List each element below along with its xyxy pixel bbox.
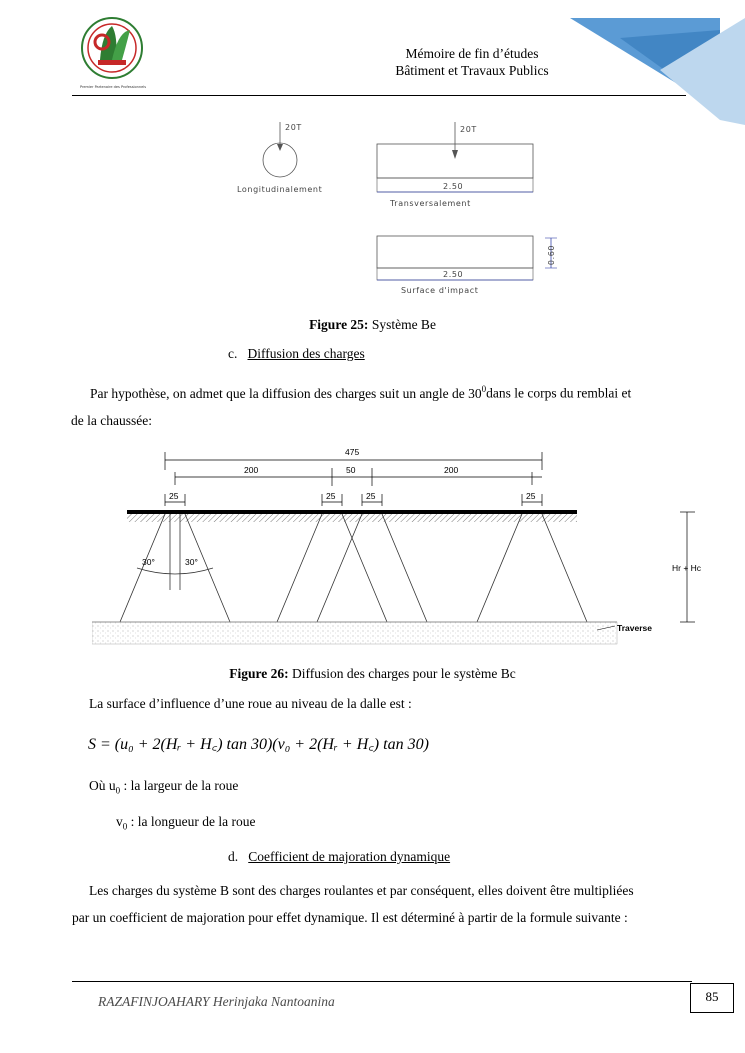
paragraph-dynamic-coefficient bbox=[72, 877, 692, 931]
dim-span-right: 200 bbox=[444, 465, 459, 475]
institution-logo bbox=[72, 12, 154, 92]
paragraph-diffusion bbox=[72, 376, 692, 434]
footer-rule bbox=[72, 981, 692, 982]
definition-v0-sub: 0 bbox=[122, 821, 128, 832]
definition-u0-prefix: Où u bbox=[89, 778, 116, 793]
figure-26-load-diffusion bbox=[92, 440, 722, 655]
section-d-letter: d. bbox=[228, 849, 239, 864]
page-number: 85 bbox=[690, 983, 734, 1013]
angle-left: 30° bbox=[142, 557, 155, 567]
section-d-heading bbox=[228, 849, 450, 865]
influence-surface-formula: S = (u₀ + 2(Hᵣ + H꜀) tan 30)(v₀ + 2(Hᵣ + H꜀) tan 30) bbox=[88, 736, 429, 753]
footer-author: RAZAFINJOAHARY Herinjaka Nantoanina bbox=[98, 994, 335, 1009]
svg-text:Transversalement: Transversalement bbox=[390, 199, 471, 208]
header-rule bbox=[72, 95, 686, 96]
definition-v0-text: : la longueur de la roue bbox=[127, 814, 256, 829]
corner-decoration bbox=[560, 0, 745, 125]
section-c-letter: c. bbox=[228, 346, 238, 361]
svg-text:2.50: 2.50 bbox=[443, 182, 464, 191]
figure-26-caption-label: Figure 26: bbox=[229, 666, 289, 681]
angle-right: 30° bbox=[185, 557, 198, 567]
paragraph-diffusion-text-a: Par hypothèse, on admet que la diffusion des charges suit un angle de 30 bbox=[90, 385, 482, 401]
section-d-title: Coefficient de majoration dynamique bbox=[248, 849, 451, 864]
definition-u0-text: : la largeur de la roue bbox=[120, 778, 239, 793]
definition-u0-sub: 0 bbox=[115, 785, 121, 796]
degree-superscript: 0 bbox=[481, 384, 487, 394]
dim-span-left: 200 bbox=[244, 465, 259, 475]
svg-text:0.60: 0.60 bbox=[547, 244, 556, 266]
section-c-title: Diffusion des charges bbox=[247, 346, 365, 361]
figure-26-caption-text: Diffusion des charges pour le système Bc bbox=[292, 666, 516, 681]
figure-25-caption-label: Figure 25: bbox=[309, 317, 369, 332]
traverse-label: Traverse bbox=[617, 623, 652, 633]
svg-text:20T: 20T bbox=[460, 125, 477, 134]
header-title-line1: Mémoire de fin d’études bbox=[405, 46, 539, 61]
paragraph-influence-surface bbox=[72, 690, 692, 717]
depth-label: Hr + Hc bbox=[672, 563, 702, 573]
section-c-heading bbox=[228, 346, 365, 362]
paragraph-diffusion-text-b: dans le corps du remblai et bbox=[486, 385, 632, 401]
dim-wheel-3: 25 bbox=[366, 491, 376, 501]
definition-v0 bbox=[116, 808, 736, 841]
dim-wheel-2: 25 bbox=[326, 491, 336, 501]
figure-26-caption bbox=[0, 666, 745, 682]
figure-25-system-be bbox=[225, 114, 575, 304]
svg-text:Surface d'impact: Surface d'impact bbox=[401, 286, 479, 295]
dim-wheel-1: 25 bbox=[169, 491, 179, 501]
dim-span-mid: 50 bbox=[346, 465, 356, 475]
svg-text:Longitudinalement: Longitudinalement bbox=[237, 185, 323, 194]
dim-total: 475 bbox=[345, 447, 360, 457]
paragraph-dynamic-line2: par un coefficient de majoration pour effet dynamique. Il est déterminé à partir de la formule suivante : bbox=[72, 910, 628, 925]
figure-25-caption-text: Système Be bbox=[371, 317, 436, 332]
definition-u0 bbox=[89, 772, 709, 805]
svg-text:2.50: 2.50 bbox=[443, 270, 464, 279]
paragraph-influence-surface-text: La surface d’influence d’une roue au niveau de la dalle est : bbox=[89, 696, 412, 711]
svg-text:Premier Partenaire des Profess: Premier Partenaire des Professionnels bbox=[79, 85, 147, 89]
paragraph-dynamic-line1: Les charges du système B sont des charges roulantes et par conséquent, elles doivent être multipliées bbox=[89, 883, 634, 898]
paragraph-diffusion-line2: de la chaussée: bbox=[71, 412, 152, 428]
header-title-line2: Bâtiment et Travaux Publics bbox=[395, 63, 549, 78]
svg-text:20T: 20T bbox=[285, 123, 302, 132]
dim-wheel-4: 25 bbox=[526, 491, 536, 501]
definition-v0-prefix: v bbox=[116, 814, 123, 829]
figure-25-caption bbox=[0, 317, 745, 333]
